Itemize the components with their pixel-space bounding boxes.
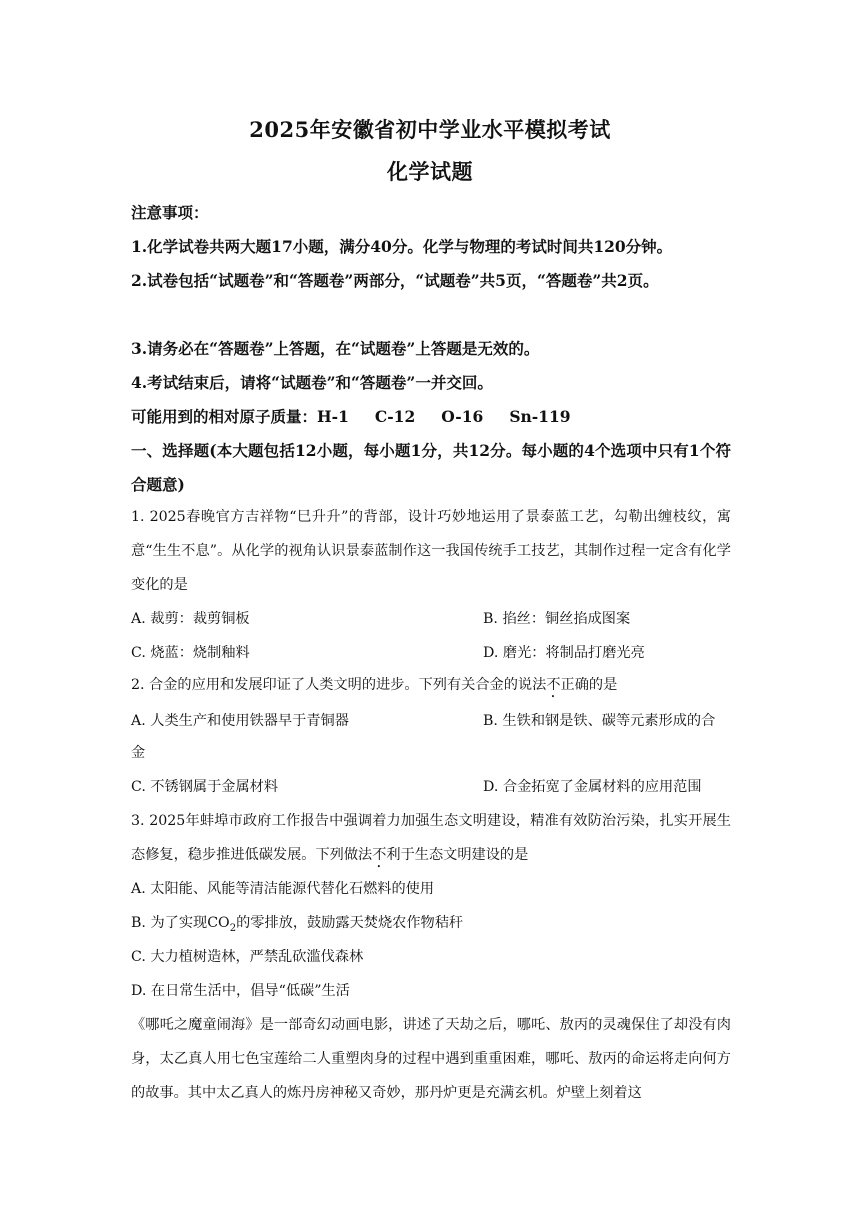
section-heading: 一、选择题(本大题包括12小题，每小题1分，共12分。每小题的4个选项中只有1个符合题意) <box>131 441 731 494</box>
question-3-option-b-text: B. 为了实现CO <box>131 915 230 931</box>
question-2-option-a: A. 人类生产和使用铁器早于青铜器 <box>131 713 349 729</box>
question-3-option-c: C. 大力植树造林，严禁乱砍滥伐森林 <box>131 949 364 965</box>
question-1-options-row-2 <box>131 636 731 670</box>
page-title: 2025年安徽省初中学业水平模拟考试 <box>249 117 611 142</box>
question-3-stem-text: 3. 2025年蚌埠市政府工作报告中强调着力加强生态文明建设，精准有效防治污染，扎实开展生态修复，稳步推进低碳发展。下列做法 <box>131 813 731 863</box>
question-2-option-b-cont: 金 <box>131 745 146 761</box>
question-3-option-b-end: 的零排放，鼓励露天焚烧农作物秸秆 <box>236 915 464 931</box>
notice-heading: 注意事项： <box>131 203 209 222</box>
question-2-options-row-2 <box>131 770 731 804</box>
co2-subscript: 2 <box>229 922 237 934</box>
question-3-option-d-row <box>131 974 731 1008</box>
question-1-option-c: C. 烧蓝：烧制釉料 <box>131 645 250 661</box>
question-3-stem <box>131 804 731 872</box>
question-3-option-c-row <box>131 940 731 974</box>
question-2-stem-end: 正确的是 <box>560 677 618 693</box>
question-2-emphasis: 不 <box>546 677 561 693</box>
question-2-option-b: B. 生铁和钢是铁、碳等元素形成的合 <box>483 713 716 729</box>
question-3-option-d: D. 在日常生活中，倡导“低碳”生活 <box>131 983 350 999</box>
question-2-option-c: C. 不锈钢属于金属材料 <box>131 779 279 795</box>
question-3-option-b-row <box>131 906 731 940</box>
notice-item-3: 3.请务必在“答题卷”上答题，在“试题卷”上答题是无效的。 <box>131 339 540 358</box>
notice-item-4: 4.考试结束后，请将“试题卷”和“答题卷”一并交回。 <box>131 373 493 392</box>
atomic-mass-o: O-16 <box>441 407 484 426</box>
question-3-option-a: A. 太阳能、风能等清洁能源代替化石燃料的使用 <box>131 881 435 897</box>
notice-item-1: 1.化学试卷共两大题17小题，满分40分。化学与物理的考试时间共120分钟。 <box>131 237 673 256</box>
question-1-option-b: B. 掐丝：铜丝掐成图案 <box>483 611 631 627</box>
question-3-stem-end: 利于生态文明建设的是 <box>386 847 529 863</box>
atomic-mass-h: H-1 <box>317 407 349 426</box>
atomic-mass-label: 可能用到的相对原子质量： <box>131 407 318 426</box>
reading-passage: 《哪吒之魔童闹海》是一部奇幻动画电影，讲述了天劫之后，哪吒、敖丙的灵魂保住了却没有肉身，太乙真人用七色宝莲给二人重塑肉身的过程中遇到重重困难，哪吒、敖丙的命运将走向何方的故事。其中太乙真人的炼丹房神秘又奇妙，那丹炉更是充满玄机。炉壁上刻着这 <box>131 1017 731 1101</box>
question-2-option-b-wrap <box>131 736 731 770</box>
question-2-stem-text: 2. 合金的应用和发展印证了人类文明的进步。下列有关合金的说法 <box>131 677 547 693</box>
question-1-options-row-1 <box>131 602 731 636</box>
atomic-mass-sn: Sn-119 <box>509 407 571 426</box>
page-subtitle: 化学试题 <box>387 159 473 184</box>
question-3-emphasis: 不 <box>372 847 387 863</box>
question-2-stem <box>131 668 731 702</box>
question-1-option-d: D. 磨光：将制品打磨光亮 <box>483 645 645 661</box>
question-2-options-row-1 <box>131 704 731 738</box>
question-1-stem: 1. 2025春晚官方吉祥物“巳升升”的背部，设计巧妙地运用了景泰蓝工艺，勾勒出缠枝纹，寓意“生生不息”。从化学的视角认识景泰蓝制作这一我国传统手工技艺，其制作过程一定含有化学变化的是 <box>131 509 731 593</box>
atomic-mass-c: C-12 <box>374 407 416 426</box>
question-1-option-a: A. 裁剪：裁剪铜板 <box>131 611 250 627</box>
question-2-option-d: D. 合金拓宽了金属材料的应用范围 <box>483 779 702 795</box>
question-3-option-a-row <box>131 872 731 906</box>
atomic-mass-line <box>131 400 731 434</box>
notice-item-2: 2.试卷包括“试题卷”和“答题卷”两部分，“试题卷”共5页，“答题卷”共2页。 <box>131 271 659 290</box>
